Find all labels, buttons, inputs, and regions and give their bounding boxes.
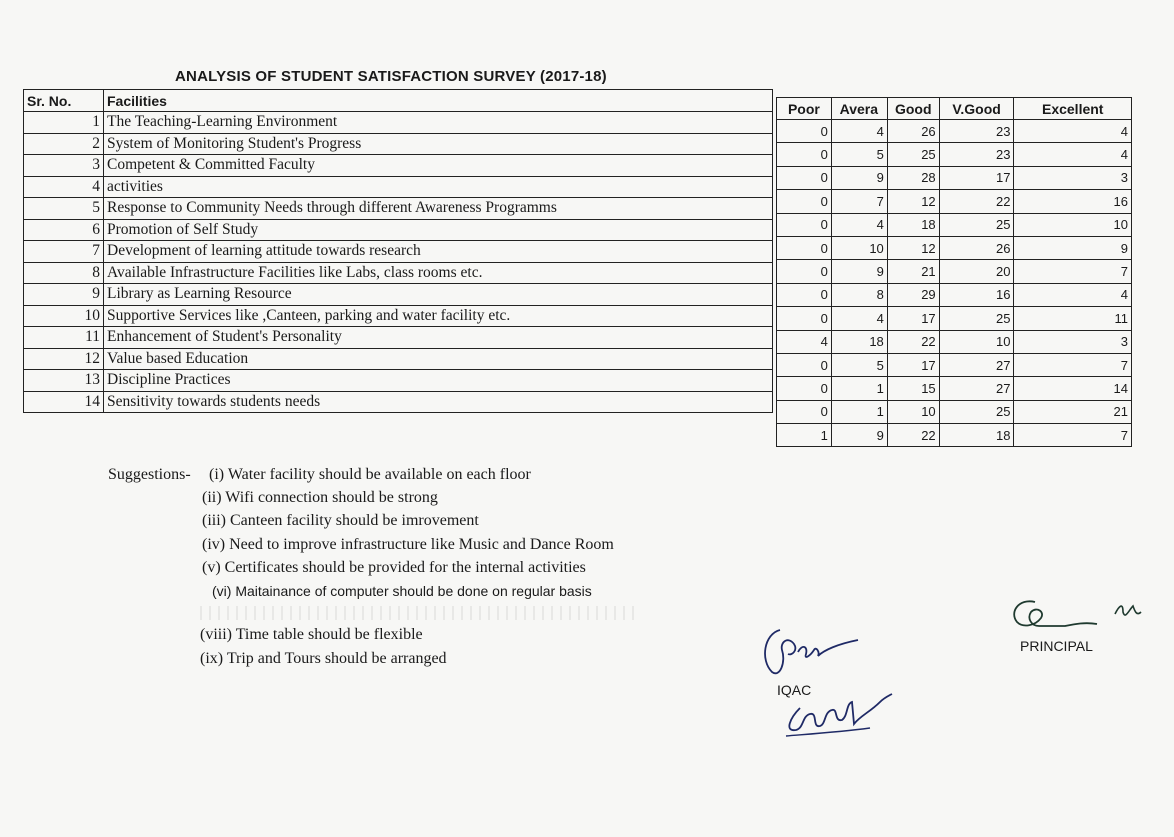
document-title: ANALYSIS OF STUDENT SATISFACTION SURVEY (2017-18) xyxy=(175,68,607,85)
facility-row xyxy=(24,305,773,327)
good-cell: 29 xyxy=(887,283,939,306)
poor-cell: 0 xyxy=(777,283,832,306)
rating-row xyxy=(777,283,1132,306)
facility-name-cell: Enhancement of Student's Personality xyxy=(104,327,773,349)
average-cell: 4 xyxy=(831,120,887,143)
facility-row xyxy=(24,176,773,198)
good-cell: 12 xyxy=(887,236,939,259)
rating-row xyxy=(777,213,1132,236)
sr-no-cell: 5 xyxy=(24,198,104,220)
ratings-header-row xyxy=(777,98,1132,120)
good-cell: 26 xyxy=(887,120,939,143)
average-cell: 5 xyxy=(831,143,887,166)
facility-name-cell: Discipline Practices xyxy=(104,370,773,392)
v-good-cell: 25 xyxy=(939,400,1014,423)
facility-name-cell: Promotion of Self Study xyxy=(104,219,773,241)
poor-cell: 0 xyxy=(777,377,832,400)
good-cell: 21 xyxy=(887,260,939,283)
facilities-header-row xyxy=(24,90,773,112)
facility-row xyxy=(24,327,773,349)
good-cell: 10 xyxy=(887,400,939,423)
facility-name-cell: activities xyxy=(104,176,773,198)
facility-row xyxy=(24,391,773,413)
iqac-label: IQAC xyxy=(777,682,812,698)
facility-row xyxy=(24,155,773,177)
rating-row xyxy=(777,260,1132,283)
v-good-cell: 27 xyxy=(939,353,1014,376)
good-cell: 15 xyxy=(887,377,939,400)
header-average: Avera xyxy=(831,98,887,120)
good-cell: 18 xyxy=(887,213,939,236)
header-good: Good xyxy=(887,98,939,120)
excellent-cell: 9 xyxy=(1014,236,1132,259)
rating-row xyxy=(777,377,1132,400)
excellent-cell: 3 xyxy=(1014,166,1132,189)
principal-signature-icon xyxy=(1005,592,1145,637)
facility-name-cell: Response to Community Needs through different Awareness Programms xyxy=(104,198,773,220)
facility-name-cell: The Teaching-Learning Environment xyxy=(104,112,773,134)
sr-no-cell: 2 xyxy=(24,133,104,155)
suggestions-label: Suggestions- xyxy=(108,466,191,483)
average-cell: 9 xyxy=(831,166,887,189)
rating-row xyxy=(777,424,1132,447)
rating-row xyxy=(777,353,1132,376)
suggestion-item: (i) Water facility should be available on each floor xyxy=(209,466,531,483)
v-good-cell: 26 xyxy=(939,236,1014,259)
rating-row xyxy=(777,236,1132,259)
excellent-cell: 7 xyxy=(1014,260,1132,283)
facility-name-cell: Value based Education xyxy=(104,348,773,370)
excellent-cell: 3 xyxy=(1014,330,1132,353)
average-cell: 9 xyxy=(831,424,887,447)
average-cell: 8 xyxy=(831,283,887,306)
rating-row xyxy=(777,400,1132,423)
facility-name-cell: Sensitivity towards students needs xyxy=(104,391,773,413)
facility-row xyxy=(24,133,773,155)
excellent-cell: 21 xyxy=(1014,400,1132,423)
header-facilities: Facilities xyxy=(104,90,773,112)
poor-cell: 0 xyxy=(777,400,832,423)
v-good-cell: 17 xyxy=(939,166,1014,189)
facility-name-cell: Library as Learning Resource xyxy=(104,284,773,306)
v-good-cell: 18 xyxy=(939,424,1014,447)
rating-row xyxy=(777,143,1132,166)
sr-no-cell: 10 xyxy=(24,305,104,327)
v-good-cell: 23 xyxy=(939,143,1014,166)
facility-name-cell: Supportive Services like ,Canteen, parking and water facility etc. xyxy=(104,305,773,327)
poor-cell: 0 xyxy=(777,236,832,259)
facility-row xyxy=(24,241,773,263)
suggestion-item: (v) Certificates should be provided for the internal activities xyxy=(202,559,586,576)
v-good-cell: 27 xyxy=(939,377,1014,400)
poor-cell: 0 xyxy=(777,120,832,143)
facility-name-cell: Available Infrastructure Facilities like Labs, class rooms etc. xyxy=(104,262,773,284)
average-cell: 10 xyxy=(831,236,887,259)
average-cell: 9 xyxy=(831,260,887,283)
good-cell: 25 xyxy=(887,143,939,166)
facility-row xyxy=(24,112,773,134)
poor-cell: 0 xyxy=(777,166,832,189)
excellent-cell: 10 xyxy=(1014,213,1132,236)
iqac-second-signature-icon xyxy=(780,688,900,743)
excellent-cell: 16 xyxy=(1014,190,1132,213)
facility-row xyxy=(24,284,773,306)
rating-row xyxy=(777,166,1132,189)
suggestion-item: (iv) Need to improve infrastructure like Music and Dance Room xyxy=(202,536,614,553)
average-cell: 1 xyxy=(831,377,887,400)
faded-text-smudge xyxy=(200,606,640,620)
facility-row xyxy=(24,198,773,220)
suggestion-item: (viii) Time table should be flexible xyxy=(200,626,423,643)
facility-row xyxy=(24,262,773,284)
sr-no-cell: 11 xyxy=(24,327,104,349)
v-good-cell: 20 xyxy=(939,260,1014,283)
excellent-cell: 14 xyxy=(1014,377,1132,400)
v-good-cell: 23 xyxy=(939,120,1014,143)
poor-cell: 0 xyxy=(777,190,832,213)
average-cell: 4 xyxy=(831,307,887,330)
good-cell: 22 xyxy=(887,330,939,353)
facility-row xyxy=(24,348,773,370)
sr-no-cell: 13 xyxy=(24,370,104,392)
header-poor: Poor xyxy=(777,98,832,120)
suggestion-item: (ix) Trip and Tours should be arranged xyxy=(200,650,447,667)
poor-cell: 0 xyxy=(777,213,832,236)
poor-cell: 0 xyxy=(777,260,832,283)
principal-label: PRINCIPAL xyxy=(1020,638,1093,654)
sr-no-cell: 3 xyxy=(24,155,104,177)
v-good-cell: 25 xyxy=(939,213,1014,236)
good-cell: 17 xyxy=(887,353,939,376)
facility-name-cell: Development of learning attitude towards research xyxy=(104,241,773,263)
facility-row xyxy=(24,370,773,392)
ratings-table xyxy=(776,97,1132,447)
excellent-cell: 4 xyxy=(1014,143,1132,166)
excellent-cell: 4 xyxy=(1014,283,1132,306)
sr-no-cell: 7 xyxy=(24,241,104,263)
poor-cell: 4 xyxy=(777,330,832,353)
average-cell: 1 xyxy=(831,400,887,423)
poor-cell: 0 xyxy=(777,307,832,330)
excellent-cell: 11 xyxy=(1014,307,1132,330)
rating-row xyxy=(777,190,1132,213)
suggestion-item: (ii) Wifi connection should be strong xyxy=(202,489,438,506)
iqac-signature-icon xyxy=(758,622,868,682)
excellent-cell: 7 xyxy=(1014,353,1132,376)
suggestion-item: (iii) Canteen facility should be imrovement xyxy=(202,512,479,529)
facilities-body xyxy=(24,112,773,413)
sr-no-cell: 6 xyxy=(24,219,104,241)
header-excellent: Excellent xyxy=(1014,98,1132,120)
good-cell: 17 xyxy=(887,307,939,330)
v-good-cell: 10 xyxy=(939,330,1014,353)
sr-no-cell: 14 xyxy=(24,391,104,413)
sr-no-cell: 4 xyxy=(24,176,104,198)
average-cell: 4 xyxy=(831,213,887,236)
ratings-body xyxy=(777,120,1132,447)
average-cell: 5 xyxy=(831,353,887,376)
excellent-cell: 4 xyxy=(1014,120,1132,143)
poor-cell: 1 xyxy=(777,424,832,447)
poor-cell: 0 xyxy=(777,143,832,166)
average-cell: 7 xyxy=(831,190,887,213)
good-cell: 22 xyxy=(887,424,939,447)
good-cell: 28 xyxy=(887,166,939,189)
header-sr-no: Sr. No. xyxy=(24,90,104,112)
v-good-cell: 16 xyxy=(939,283,1014,306)
suggestion-item: (vi) Maitainance of computer should be done on regular basis xyxy=(212,583,592,599)
sr-no-cell: 12 xyxy=(24,348,104,370)
facility-row xyxy=(24,219,773,241)
rating-row xyxy=(777,330,1132,353)
excellent-cell: 7 xyxy=(1014,424,1132,447)
facility-name-cell: Competent & Committed Faculty xyxy=(104,155,773,177)
header-v-good: V.Good xyxy=(939,98,1014,120)
rating-row xyxy=(777,307,1132,330)
facilities-table xyxy=(23,89,773,413)
rating-row xyxy=(777,120,1132,143)
sr-no-cell: 1 xyxy=(24,112,104,134)
v-good-cell: 22 xyxy=(939,190,1014,213)
good-cell: 12 xyxy=(887,190,939,213)
facility-name-cell: System of Monitoring Student's Progress xyxy=(104,133,773,155)
sr-no-cell: 9 xyxy=(24,284,104,306)
v-good-cell: 25 xyxy=(939,307,1014,330)
average-cell: 18 xyxy=(831,330,887,353)
sr-no-cell: 8 xyxy=(24,262,104,284)
poor-cell: 0 xyxy=(777,353,832,376)
